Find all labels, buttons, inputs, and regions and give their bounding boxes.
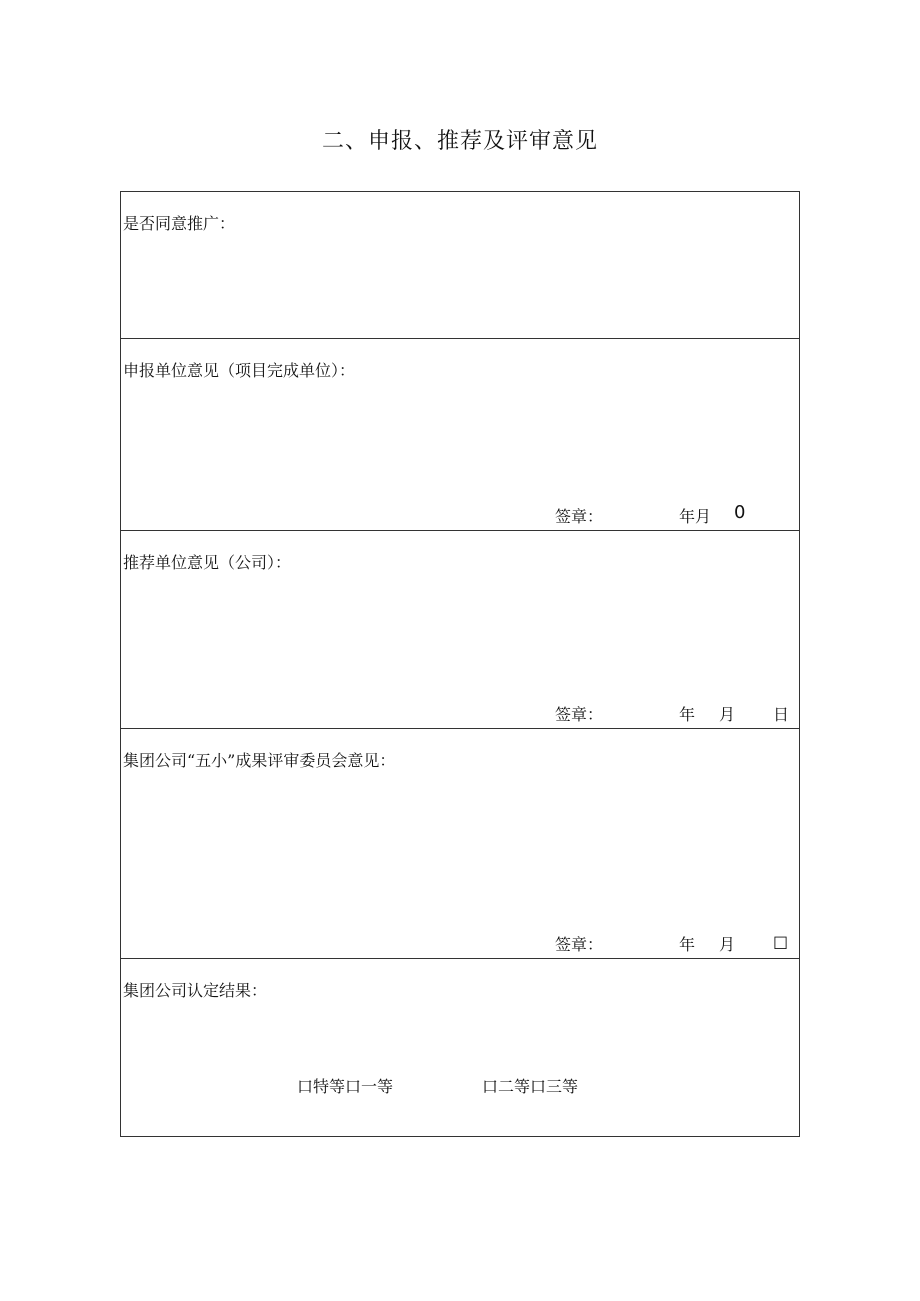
agree-promotion-label: 是否同意推广： <box>123 214 236 233</box>
date-day-box: □ <box>773 932 789 951</box>
date-year-month: 年月 <box>679 507 712 526</box>
section-agree-promotion <box>121 192 799 339</box>
section-recommender-opinion <box>121 531 799 729</box>
sign-label: 签章： <box>555 507 604 526</box>
committee-sign-row <box>121 932 799 954</box>
sign-label: 签章： <box>555 705 604 724</box>
committee-opinion-label: 集团公司“五小”成果评审委员会意见： <box>123 751 396 770</box>
page-title: 二、申报、推荐及评审意见 <box>321 129 598 154</box>
recommender-opinion-label: 推荐单位意见（公司）： <box>123 553 292 572</box>
date-year: 年 <box>679 935 696 954</box>
section-applicant-opinion <box>121 339 799 531</box>
date-day: 日 <box>773 705 790 724</box>
result-options-first: 口特等口一等 <box>297 1077 394 1096</box>
sign-label: 签章： <box>555 935 604 954</box>
section-committee-opinion <box>121 729 799 959</box>
applicant-sign-row <box>121 504 799 526</box>
section-group-result <box>121 959 799 1136</box>
applicant-opinion-label: 申报单位意见（项目完成单位）： <box>123 361 356 380</box>
result-options-second: 口二等口三等 <box>482 1077 579 1096</box>
recommender-sign-row <box>121 702 799 724</box>
date-month: 月 <box>719 935 736 954</box>
date-day: 0 <box>734 502 746 523</box>
review-form-table <box>120 191 800 1137</box>
date-month: 月 <box>719 705 736 724</box>
group-result-label: 集团公司认定结果： <box>123 981 268 1000</box>
date-year: 年 <box>679 705 696 724</box>
